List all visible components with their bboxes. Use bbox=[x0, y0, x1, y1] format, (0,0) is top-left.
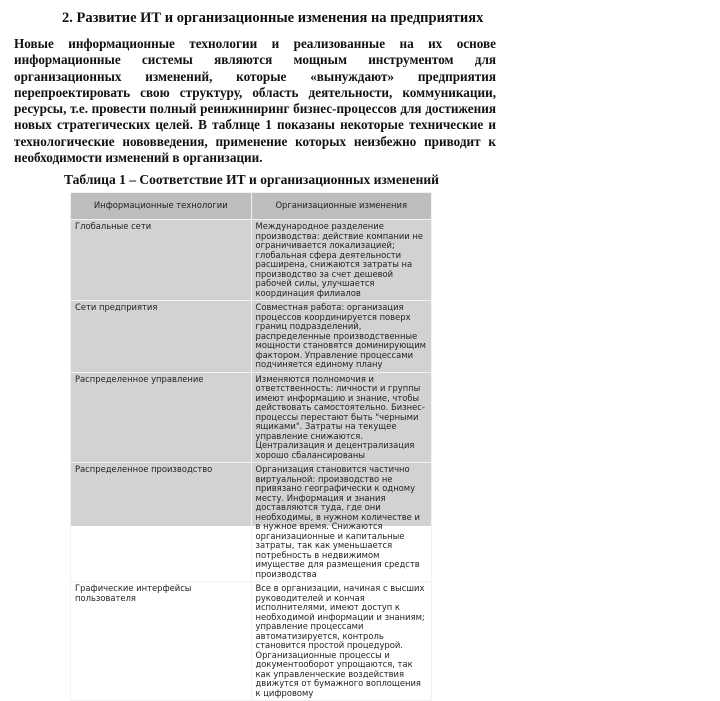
cell-tech: Сети предприятия bbox=[71, 301, 252, 373]
table-row bbox=[71, 582, 432, 701]
cell-change: Совместная работа: организация процессов координируется поверх границ подразделений, распределенные производственные мощности становятся доминирующим фактором. Управление процессами подчиняется единому плану bbox=[251, 301, 432, 373]
cell-change: Организация становится частично виртуальной: производство не привязано географически к одному месту. Информация и знания доставляются туда, где они необходимы, в нужном количестве и в нужное время. Снижаются организационные и капитальные затраты, так как уменьшается потребность в недвижимом имуществе для размещения средств производства bbox=[251, 463, 432, 582]
table-row bbox=[71, 301, 432, 373]
cell-tech: Глобальные сети bbox=[71, 220, 252, 301]
cell-tech: Распределенное производство bbox=[71, 463, 252, 582]
correspondence-table bbox=[70, 192, 432, 701]
table-row bbox=[71, 372, 432, 463]
table-row bbox=[71, 463, 432, 582]
header-change: Организационные изменения bbox=[251, 193, 432, 220]
table-row bbox=[71, 220, 432, 301]
cell-change: Все в организации, начиная с высших руководителей и кончая исполнителями, имеют доступ к необходимой информации и знаниям; управление процессами автоматизируется, контроль становится простой процедурой. Организационные процессы и документооборот упрощаются, так как управленческие воздействия движутся от бумажного воплощения к цифровому bbox=[251, 582, 432, 701]
section-title: 2. Развитие ИТ и организационные изменения на предприятиях bbox=[62, 10, 484, 26]
intro-paragraph: Новые информационные технологии и реализованные на их основе информационные системы являются мощным инструментом для организационных изменений, которые «вынуждают» предприятия перепроектировать свою структуру, область деятельности, коммуникации, ресурсы, т.е. провести полный реинжиниринг бизнес-процессов для достижения новых стратегических целей. В таблице 1 показаны некоторые технические и технологические нововведения, применение которых неизбежно приводит к необходимости изменений в организации. bbox=[14, 36, 496, 166]
header-tech: Информационные технологии bbox=[71, 193, 252, 220]
cell-tech: Распределенное управление bbox=[71, 372, 252, 463]
table-caption: Таблица 1 – Соответствие ИТ и организационных изменений bbox=[64, 172, 439, 187]
cell-change: Изменяются полномочия и ответственность: личности и группы имеют информацию и знание, чтобы действовать самостоятельно. Бизнес-процессы перестают быть "черными ящиками". Затраты на текущее управление снижаются. Централизация и децентрализация хорошо сбалансированы bbox=[251, 372, 432, 463]
cell-change: Международное разделение производства: действие компании не ограничивается локализацией; глобальная сфера деятельности расширена, снижаются затраты на производство за счет дешевой рабочей силы, улучшается координация филиалов bbox=[251, 220, 432, 301]
cell-tech: Графические интерфейсы пользователя bbox=[71, 582, 252, 701]
correspondence-table-image bbox=[70, 192, 432, 698]
table-header-row bbox=[71, 193, 432, 220]
